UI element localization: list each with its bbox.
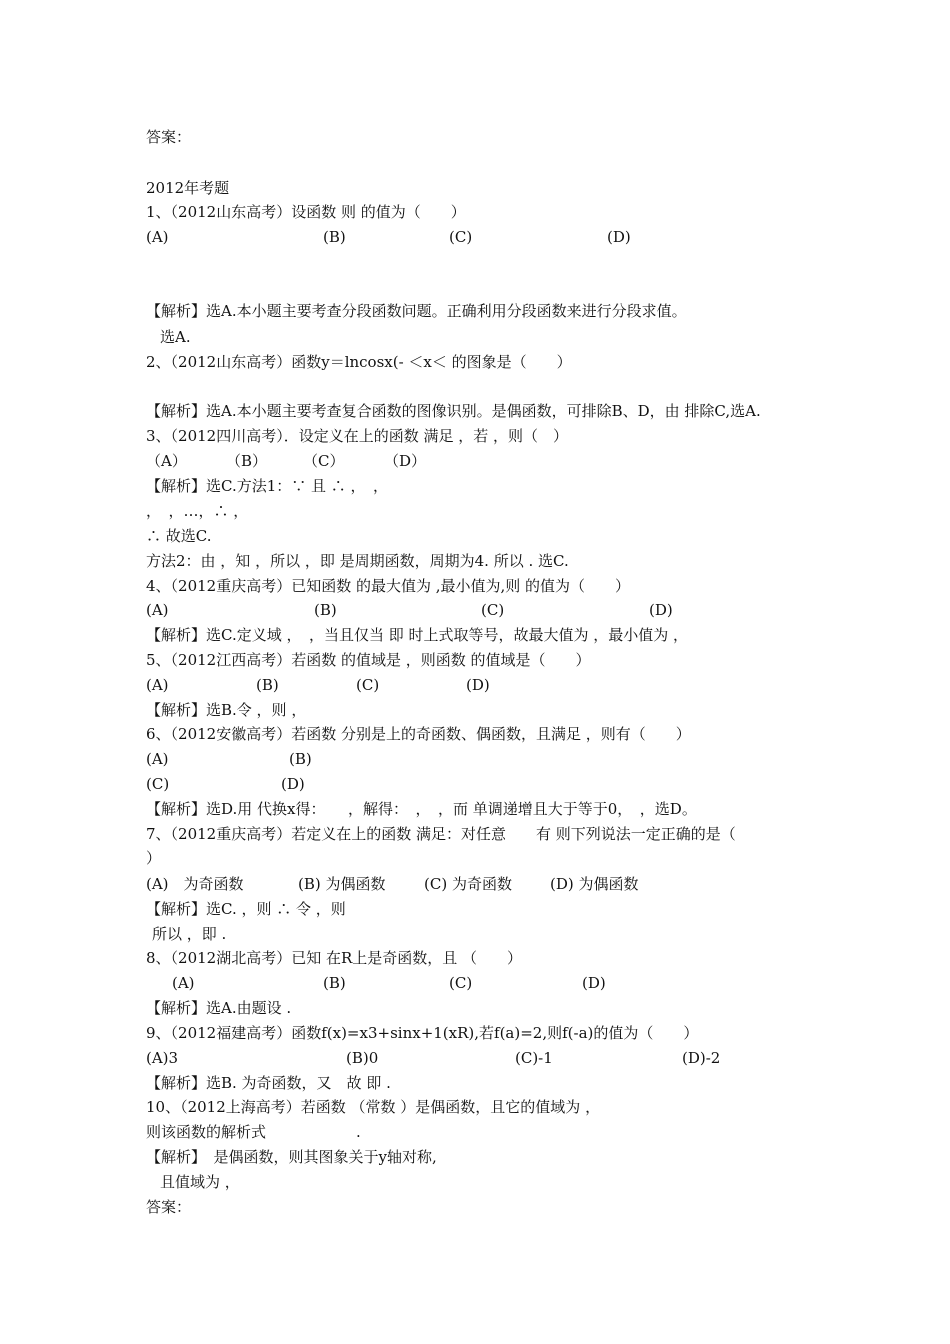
- q7-solution: 【解析】选C. ，则 ∴ 令 ，则: [146, 900, 346, 918]
- q3-solution-method2: 方法2：由 ，知 ，所以 ，即 是周期函数，周期为4. 所以 . 选C.: [146, 552, 569, 570]
- q3-solution-conclusion: ∴ 故选C.: [146, 527, 212, 545]
- question-7: 7、（2012重庆高考）若定义在上的函数 满足：对任意 有 则下列说法一定正确的是（: [146, 825, 736, 843]
- answer-label-top: 答案：: [146, 128, 192, 146]
- q5-option-a: (A): [146, 676, 169, 694]
- q4-option-d: (D): [649, 601, 673, 619]
- q3-solution: 【解析】选C.方法1：∵ 且 ∴ ， ，: [146, 477, 389, 495]
- q9-solution: 【解析】选B. 为奇函数，又 故 即 .: [146, 1074, 391, 1092]
- q5-option-d: (D): [466, 676, 490, 694]
- question-9: 9、（2012福建高考）函数f(x)=x3+sinx+1(xR),若f(a)=2,则f(-a)的值为（ ）: [146, 1024, 699, 1042]
- q6-option-b: (B): [289, 750, 312, 768]
- q1-option-b: (B): [323, 228, 346, 246]
- q4-solution: 【解析】选C.定义域 ， ，当且仅当 即 时上式取等号，故最大值为 ，最小值为 ，: [146, 626, 689, 644]
- q6-option-c: (C): [146, 775, 170, 793]
- q9-option-a: (A)3: [146, 1049, 179, 1067]
- q1-option-c: (C): [449, 228, 473, 246]
- q2-solution: 【解析】选A.本小题主要考查复合函数的图像识别。是偶函数，可排除B、D，由 排除C,选A.: [146, 402, 761, 420]
- q7-option-d: (D) 为偶函数: [550, 875, 639, 893]
- q1-option-d: (D): [607, 228, 631, 246]
- q7-option-c: (C) 为奇函数: [424, 875, 512, 893]
- q3-solution-cont: ， ，…，∴ ，: [146, 502, 249, 520]
- q5-solution: 【解析】选B.令 ，则 ，: [146, 701, 307, 719]
- question-10: 10、（2012上海高考）若函数 （常数 ）是偶函数，且它的值域为 ，: [146, 1098, 601, 1116]
- q10-solution-cont: 且值域为 ，: [160, 1173, 240, 1191]
- question-8: 8、（2012湖北高考）已知 在R上是奇函数，且 （ ）: [146, 949, 523, 967]
- q9-option-b: (B)0: [346, 1049, 379, 1067]
- q3-option-a: （A）: [146, 452, 187, 470]
- q9-option-c: (C)-1: [515, 1049, 553, 1067]
- q9-option-d: (D)-2: [682, 1049, 721, 1067]
- q8-solution: 【解析】选A.由题设 .: [146, 999, 292, 1017]
- section-title: 2012年考题: [146, 179, 230, 197]
- q3-option-c: （C）: [303, 452, 345, 470]
- question-5: 5、（2012江西高考）若函数 的值域是 ，则函数 的值域是（ ）: [146, 651, 591, 669]
- q4-option-c: (C): [481, 601, 505, 619]
- question-7-cont: ）: [146, 849, 162, 867]
- question-2: 2、（2012山东高考）函数y＝lncosx(- ＜x＜ 的图象是（ ）: [146, 353, 572, 371]
- q3-option-d: （D）: [384, 452, 427, 470]
- q8-option-b: (B): [323, 974, 346, 992]
- question-4: 4、（2012重庆高考）已知函数 的最大值为 ,最小值为,则 的值为（ ）: [146, 577, 631, 595]
- q7-option-b: (B) 为偶函数: [298, 875, 386, 893]
- q8-option-c: (C): [449, 974, 473, 992]
- q6-solution: 【解析】选D.用 代换x得： ，解得： ， ，而 单调递增且大于等于0， ，选D。: [146, 800, 697, 818]
- q3-option-b: （B）: [226, 452, 268, 470]
- q4-option-b: (B): [314, 601, 337, 619]
- q1-solution: 【解析】选A.本小题主要考查分段函数问题。正确利用分段函数来进行分段求值。: [146, 302, 687, 320]
- q8-option-d: (D): [582, 974, 606, 992]
- q10-solution: 【解析】 是偶函数，则其图象关于y轴对称,: [146, 1148, 437, 1166]
- question-1: 1、（2012山东高考）设函数 则 的值为（ ）: [146, 203, 466, 221]
- q1-solution-cont: 选A.: [160, 328, 191, 346]
- answer-label-bottom: 答案：: [146, 1198, 192, 1216]
- q6-option-a: (A): [146, 750, 169, 768]
- q7-option-a: (A) 为奇函数: [146, 875, 244, 893]
- question-6: 6、（2012安徽高考）若函数 分别是上的奇函数、偶函数，且满足 ，则有（ ）: [146, 725, 691, 743]
- q5-option-c: (C): [356, 676, 380, 694]
- q4-option-a: (A): [146, 601, 169, 619]
- q7-solution-cont: 所以 ，即 .: [152, 925, 227, 943]
- q6-option-d: (D): [281, 775, 305, 793]
- q1-option-a: (A): [146, 228, 169, 246]
- question-10-cont: 则该函数的解析式 .: [146, 1123, 361, 1141]
- question-3: 3、（2012四川高考）．设定义在上的函数 满足 ，若 ，则（ ）: [146, 427, 569, 445]
- q8-option-a: (A): [172, 974, 195, 992]
- q5-option-b: (B): [256, 676, 279, 694]
